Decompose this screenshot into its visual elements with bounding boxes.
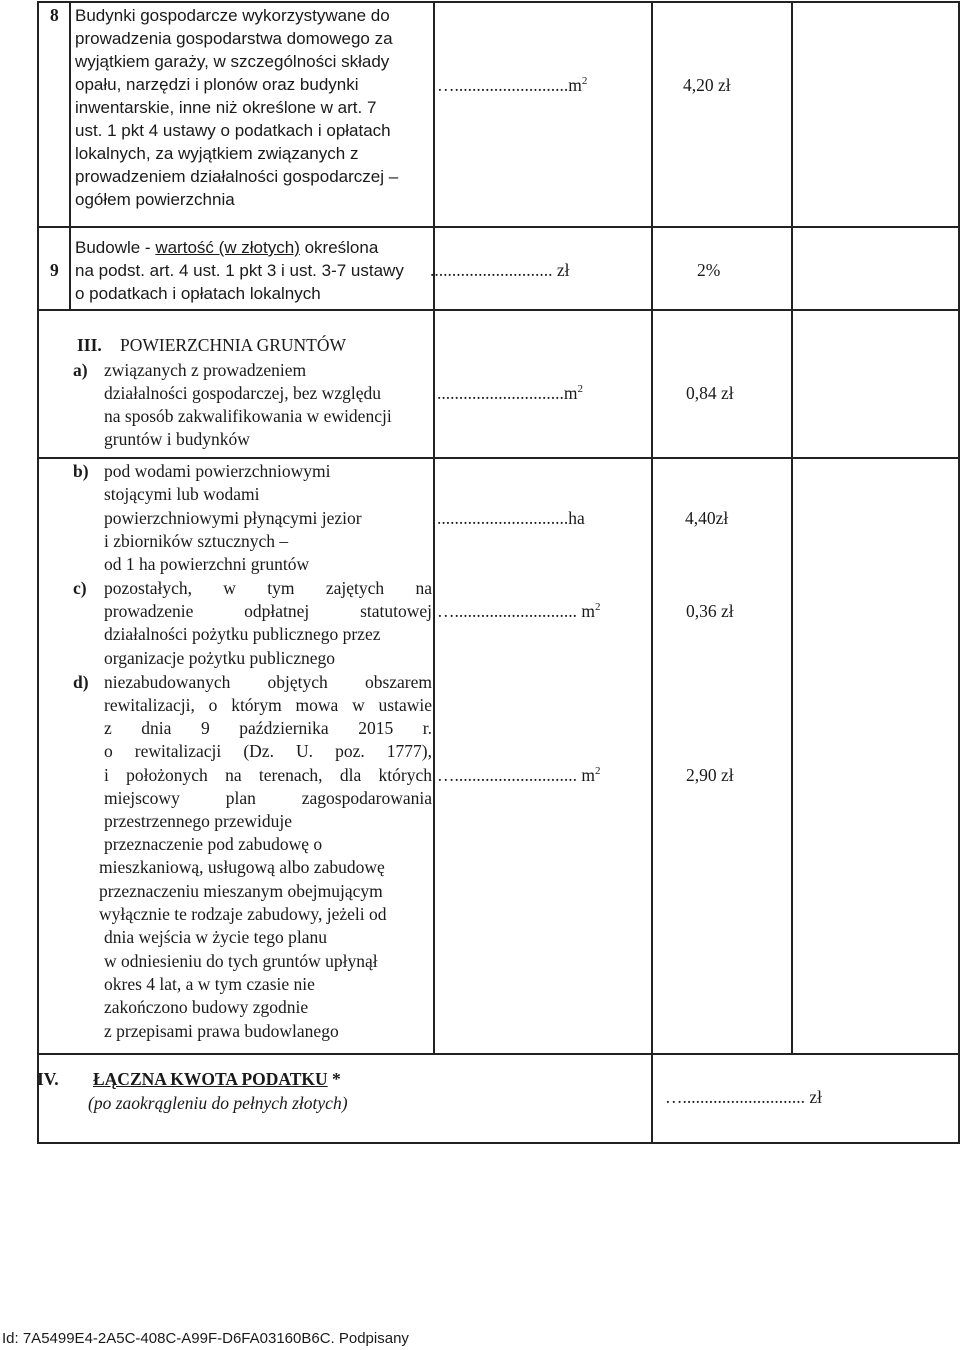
tax-rate: 4,20 zł xyxy=(683,75,731,95)
description-line: gruntów i budynków xyxy=(104,429,250,449)
superscript: 2 xyxy=(577,383,583,396)
section-number: IV. xyxy=(37,1069,59,1089)
section-number: III. xyxy=(77,335,102,355)
description-line: niezabudowanych objętych obszarem xyxy=(104,672,432,692)
tax-base-field[interactable] xyxy=(437,382,583,405)
description-line: wyjątkiem garaży, w szczególności składy xyxy=(75,52,390,71)
section-heading: POWIERZCHNIA GRUNTÓW xyxy=(120,335,347,355)
description-line: i zbiorników sztucznych – xyxy=(104,531,289,551)
description-line: prowadzenie odpłatnej statutowej xyxy=(104,601,432,621)
item-letter: b) xyxy=(73,461,89,481)
item-letter: a) xyxy=(73,360,88,380)
row-number: 9 xyxy=(50,260,59,280)
description-line: wyłącznie te rodzaje zabudowy, jeżeli od xyxy=(99,904,387,924)
tax-base-field[interactable] xyxy=(437,600,601,623)
description-line: opału, narzędzi i plonów oraz budynki xyxy=(75,75,359,94)
column-divider-base xyxy=(651,1,653,1143)
text-fragment: Budowle - xyxy=(75,238,156,257)
description-line: prowadzenia gospodarstwa domowego za xyxy=(75,29,393,48)
tax-base-field[interactable] xyxy=(437,764,601,787)
description-line: inwentarskie, inne niż określone w art. 7 xyxy=(75,98,377,117)
description-line: dnia wejścia w życie tego planu xyxy=(104,927,328,947)
description-line: mieszkaniową, usługową albo zabudowę xyxy=(99,857,385,877)
description-line: działalności pożytku publicznego przez xyxy=(104,624,381,644)
tax-rate: 0,36 zł xyxy=(686,601,734,621)
tax-base-text: …............................ m xyxy=(437,765,595,785)
column-divider-number xyxy=(69,1,71,309)
description-line: miejscowy plan zagospodarowania xyxy=(104,788,432,808)
description-line: zakończono budowy zgodnie xyxy=(104,997,309,1017)
table-border-right xyxy=(958,1,960,1143)
superscript: 2 xyxy=(595,765,601,778)
tax-base-text: …............................ m xyxy=(437,601,595,621)
description-line: organizacje pożytku publicznego xyxy=(104,648,335,668)
row-separator-a-b xyxy=(37,457,960,459)
underlined-text: wartość (w złotych) xyxy=(155,238,300,257)
row-number: 8 xyxy=(50,5,59,25)
tax-base-field[interactable]: ..............................ha xyxy=(437,508,585,528)
description-line: od 1 ha powierzchni gruntów xyxy=(104,554,310,574)
total-tax-title xyxy=(93,1068,341,1091)
column-divider-rate xyxy=(791,1,793,1053)
tax-rate: 2% xyxy=(697,260,721,280)
description-line: przestrzennego przewiduje xyxy=(104,811,293,831)
description-line: o podatkach i opłatach lokalnych xyxy=(75,284,321,303)
description-line: ogółem powierzchnia xyxy=(75,190,235,209)
tax-base-field[interactable] xyxy=(437,74,587,97)
item-letter: d) xyxy=(73,672,89,692)
total-tax-amount-field[interactable]: …............................ zł xyxy=(665,1087,823,1107)
row-separator-3-4 xyxy=(37,1053,960,1055)
description-line: ust. 1 pkt 4 ustawy o podatkach i opłatach xyxy=(75,121,391,140)
description-line: na podst. art. 4 ust. 1 pkt 3 i ust. 3-7 ustawy xyxy=(75,261,404,280)
description-line: Budynki gospodarcze wykorzystywane do xyxy=(75,6,390,25)
description-line: o rewitalizacji (Dz. U. poz. 1777), xyxy=(104,741,432,761)
description-line: na sposób zakwalifikowania w ewidencji xyxy=(104,406,392,426)
tax-rate: 2,90 zł xyxy=(686,765,734,785)
description-line: przeznaczenie pod zabudowę o xyxy=(104,834,323,854)
asterisk: * xyxy=(327,1069,341,1089)
description-line: związanych z prowadzeniem xyxy=(104,360,307,380)
description-line: działalności gospodarczej, bez względu xyxy=(104,383,381,403)
item-letter: c) xyxy=(73,578,87,598)
description-line: pozostałych, w tym zajętych na xyxy=(104,578,432,598)
document-id-footer: Id: 7A5499E4-2A5C-408C-A99F-D6FA03160B6C. Podpisany xyxy=(2,1330,409,1347)
description-line: stojącymi lub wodami xyxy=(104,484,260,504)
description-line: powierzchniowymi płynącymi jezior xyxy=(104,508,362,528)
description-line: z dnia 9 października 2015 r. xyxy=(104,718,432,738)
description-line xyxy=(75,236,378,259)
description-line: okres 4 lat, a w tym czasie nie xyxy=(104,974,315,994)
table-border-left xyxy=(37,1,39,1143)
column-divider-description xyxy=(433,1,435,1053)
description-line: lokalnych, za wyjątkiem związanych z xyxy=(75,144,359,163)
total-tax-subtitle: (po zaokrągleniu do pełnych złotych) xyxy=(88,1093,348,1113)
tax-rate: 4,40zł xyxy=(685,508,729,528)
tax-rate: 0,84 zł xyxy=(686,383,734,403)
tax-base-field[interactable]: ............................ zł xyxy=(430,260,570,280)
superscript: 2 xyxy=(581,75,588,88)
superscript: 2 xyxy=(595,601,601,614)
tax-base-text: .............................m xyxy=(437,383,578,403)
tax-base-text: …..........................m xyxy=(437,75,582,95)
row-separator-9-3 xyxy=(37,309,960,311)
row-separator-8-9 xyxy=(37,226,960,228)
description-line: z przepisami prawa budowlanego xyxy=(104,1021,339,1041)
description-line: prowadzeniem działalności gospodarczej – xyxy=(75,167,399,186)
text-fragment: określona xyxy=(299,238,379,257)
table-border-bottom xyxy=(37,1142,960,1144)
description-line: i położonych na terenach, dla których xyxy=(104,765,432,785)
description-line: w odniesieniu do tych gruntów upłynął xyxy=(104,951,378,971)
underlined-title: ŁĄCZNA KWOTA PODATKU xyxy=(93,1069,328,1089)
table-border-top xyxy=(37,1,960,3)
description-line: rewitalizacji, o którym mowa w ustawie xyxy=(104,695,432,715)
description-line: pod wodami powierzchniowymi xyxy=(104,461,331,481)
description-line: przeznaczeniu mieszanym obejmującym xyxy=(99,881,383,901)
